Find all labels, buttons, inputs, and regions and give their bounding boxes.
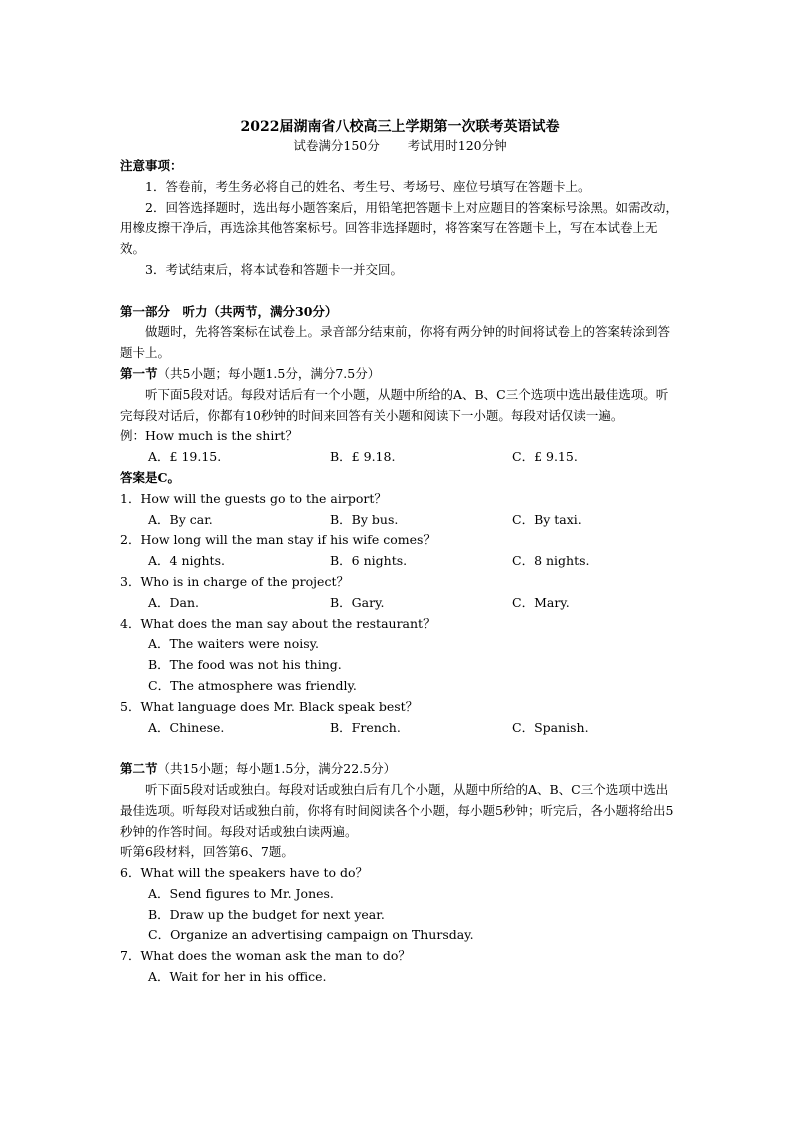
option-b: B．6 nights. [330, 553, 408, 569]
option-c: C．Mary. [512, 594, 570, 610]
question-1: 1．How will the guests go to the airport？ [120, 490, 387, 506]
option-a: A．4 nights. [148, 553, 225, 569]
option-b: B．French. [330, 719, 401, 735]
exam-page [120, 118, 680, 988]
notes-heading: 注意事项： [120, 158, 183, 173]
option-a: A．Send figures to Mr. Jones. [148, 885, 334, 901]
note-item: 3．考试结束后，将本试卷和答题卡一并交回。 [145, 261, 403, 277]
question-7: 7．What does the woman ask the man to do？ [120, 948, 411, 964]
question-6: 6．What will the speakers have to do？ [120, 865, 368, 881]
full-score: 试卷满分150分 [293, 138, 380, 153]
option-c: C．The atmosphere was friendly. [148, 677, 357, 693]
note-item: 1．答卷前，考生务必将自己的姓名、考生号、考场号、座位号填写在答题卡上。 [145, 178, 591, 194]
option-b: B．Draw up the budget for next year. [148, 906, 385, 922]
question-3-options [120, 593, 680, 614]
option-c: C．8 nights. [512, 553, 590, 569]
option-c: C．Organize an advertising campaign on Thursday. [148, 927, 474, 943]
question-1-options [120, 510, 680, 531]
question-3: 3．Who is in charge of the project？ [120, 573, 349, 589]
option-a: A．£ 19.15. [148, 449, 222, 465]
option-a: A．Wait for her in his office. [148, 969, 327, 985]
note-item: 2．回答选择题时，选出每小题答案后，用铅笔把答题卡上对应题目的答案标号涂黑。如需改动，用橡皮擦干净后，再选涂其他答案标号。回答非选择题时，将答案写在答题卡上，写在本试卷上无效。 [120, 199, 678, 257]
exam-title: 2022届湖南省八校高三上学期第一次联考英语试卷 [240, 119, 560, 135]
example-question: 例：How much is the shirt？ [120, 428, 298, 444]
option-c: C．By taxi. [512, 511, 582, 527]
part1-heading: 第一部分 听力（共两节，满分30分） [120, 303, 338, 319]
option-b: B．The food was not his thing. [148, 657, 342, 673]
question-2: 2．How long will the man stay if his wife comes？ [120, 532, 436, 548]
question-4: 4．What does the man say about the restaurant？ [120, 615, 436, 631]
option-a: A．Chinese. [148, 719, 225, 735]
option-c: C．Spanish. [512, 719, 589, 735]
section2-heading-label: 第二节 [120, 761, 158, 777]
section2-heading-detail: （共15小题；每小题1.5分，满分22.5分） [157, 761, 397, 777]
material-note: 听第6段材料，回答第6、7题。 [120, 844, 294, 860]
question-2-options [120, 551, 680, 572]
exam-subtitle [120, 136, 680, 156]
question-5: 5．What language does Mr. Black speak best？ [120, 698, 419, 714]
section2-intro: 听下面5段对话或独白。每段对话或独白后有几个小题，从题中所给的A、B、C三个选项中选出最佳选项。听每段对话或独白前，你将有时间阅读各个小题，每小题5秒钟；听完后，各小题将给出5秒钟的作答时间。每段对话或独白读两遍。 [120, 781, 674, 839]
section1-heading-label: 第一节 [120, 365, 158, 381]
section1-heading [120, 364, 680, 385]
example-answer: 答案是C。 [120, 469, 180, 485]
question-5-options [120, 718, 680, 739]
section1-heading-detail: （共5小题；每小题1.5分，满分7.5分） [157, 365, 381, 381]
part1-intro: 做题时，先将答案标在试卷上。录音部分结束前，你将有两分钟的时间将试卷上的答案转涂到答题卡上。 [120, 324, 671, 361]
option-b: B．£ 9.18. [330, 449, 396, 465]
option-a: A．Dan. [148, 594, 200, 610]
option-a: A．By car. [148, 511, 213, 527]
example-options [120, 447, 680, 468]
option-b: B．By bus. [330, 511, 399, 527]
option-c: C．£ 9.15. [512, 449, 578, 465]
section1-intro: 听下面5段对话。每段对话后有一个小题，从题中所给的A、B、C三个选项中选出最佳选项。听完每段对话后，你都有10秒钟的时间来回答有关小题和阅读下一小题。每段对话仅读一遍。 [120, 386, 669, 423]
exam-time: 考试用时120分钟 [407, 138, 507, 153]
option-a: A．The waiters were noisy. [148, 636, 320, 652]
section2-heading [120, 759, 680, 780]
option-b: B．Gary. [330, 594, 385, 610]
